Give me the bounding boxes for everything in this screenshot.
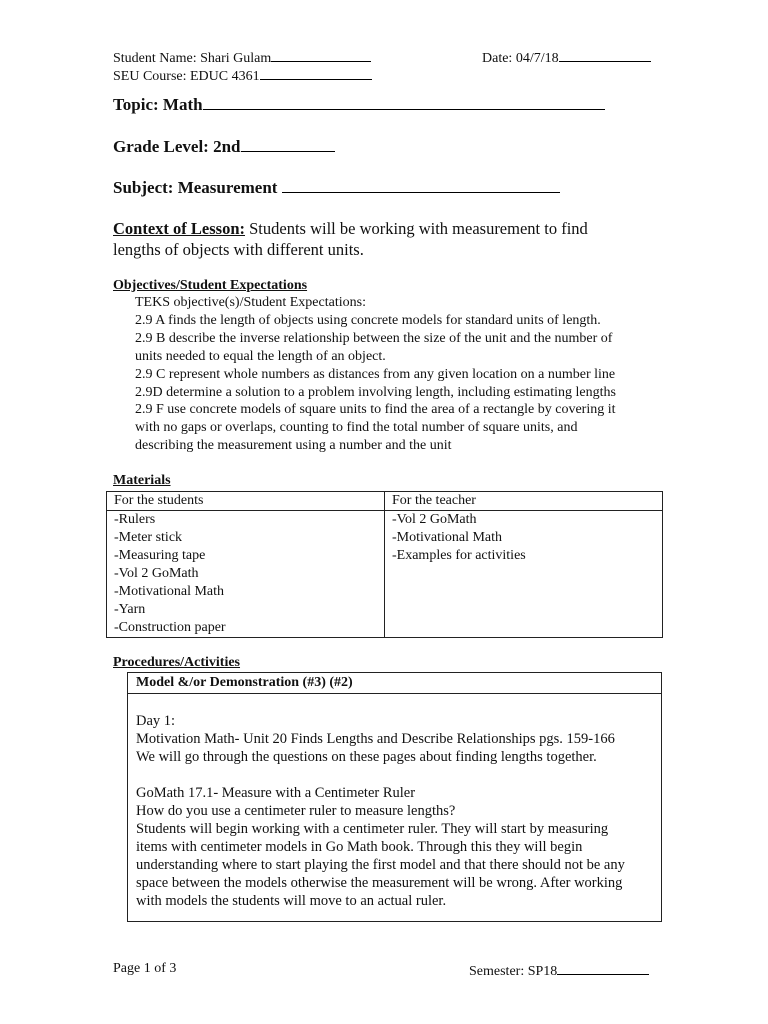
procedures-body xyxy=(128,694,661,910)
grade-level: Grade Level: 2nd xyxy=(113,137,241,156)
material-item: -Measuring tape xyxy=(114,548,206,563)
material-item: -Vol 2 GoMath xyxy=(114,566,199,581)
blank-line xyxy=(260,65,372,80)
procedure-line: items with centimeter models in Go Math book. Through this they will begin xyxy=(136,839,583,855)
subject-line xyxy=(113,177,560,198)
material-item: -Motivational Math xyxy=(392,530,503,545)
context-label: Context of Lesson: xyxy=(113,219,245,238)
context-of-lesson xyxy=(113,218,588,260)
material-item: -Meter stick xyxy=(114,530,183,545)
teacher-materials-cell xyxy=(385,511,663,638)
course: SEU Course: EDUC 4361 xyxy=(113,69,260,84)
objective-line: 2.9 C represent whole numbers as distances from any given location on a number line xyxy=(135,366,616,382)
semester: Semester: SP18 xyxy=(469,964,558,979)
material-item: -Construction paper xyxy=(114,620,226,635)
objective-line: TEKS objective(s)/Student Expectations: xyxy=(135,295,366,310)
objective-line: 2.9 A finds the length of objects using concrete models for standard units of length. xyxy=(135,312,601,328)
blank-line xyxy=(282,177,560,193)
objectives-list xyxy=(135,294,655,455)
blank-line xyxy=(559,47,651,62)
materials-table xyxy=(106,491,663,638)
procedure-line: Motivation Math- Unit 20 Finds Lengths and Describe Relationships pgs. 159-166 xyxy=(136,731,615,747)
blank-line xyxy=(557,960,649,975)
context-text-2: lengths of objects with different units. xyxy=(113,240,364,259)
subject: Subject: Measurement xyxy=(113,178,278,197)
date: Date: 04/7/18 xyxy=(482,51,559,66)
students-column-header: For the students xyxy=(107,492,385,511)
procedure-line: space between the models otherwise the measurement will be wrong. After working xyxy=(136,875,623,891)
objective-line: 2.9 B describe the inverse relationship between the size of the unit and the number of xyxy=(135,330,613,346)
topic: Topic: Math xyxy=(113,95,203,114)
procedure-line: GoMath 17.1- Measure with a Centimeter Ruler xyxy=(136,785,416,801)
materials-heading: Materials xyxy=(113,473,171,488)
material-item: -Yarn xyxy=(114,602,146,617)
material-item: -Motivational Math xyxy=(114,584,225,599)
procedure-line: understanding where to start playing the first model and that there should not be any xyxy=(136,857,625,873)
semester-line xyxy=(469,960,649,981)
teacher-column-header: For the teacher xyxy=(385,492,663,511)
topic-line xyxy=(113,94,605,115)
date-line xyxy=(482,47,651,68)
procedures-box xyxy=(127,672,662,922)
objective-line: describing the measurement using a number and the unit xyxy=(135,438,452,454)
procedure-line: Students will begin working with a centimeter ruler. They will start by measuring xyxy=(136,821,609,837)
blank-line xyxy=(203,94,605,110)
course-line xyxy=(113,65,372,86)
grade-level-line xyxy=(113,136,335,157)
objective-line: units needed to equal the length of an object. xyxy=(135,348,386,364)
blank-line xyxy=(271,47,371,62)
blank-line xyxy=(241,136,335,152)
page-number: Page 1 of 3 xyxy=(113,961,177,976)
procedure-line: with models the students will move to an actual ruler. xyxy=(136,893,447,909)
material-item: -Examples for activities xyxy=(392,548,526,563)
day-label: Day 1: xyxy=(136,713,176,729)
objective-line: 2.9D determine a solution to a problem involving length, including estimating lengths xyxy=(135,384,616,400)
objective-line: with no gaps or overlaps, counting to find the total number of square units, and xyxy=(135,420,578,436)
procedures-heading: Procedures/Activities xyxy=(113,655,241,670)
students-materials-cell xyxy=(107,511,385,638)
procedure-line: We will go through the questions on these pages about finding lengths together. xyxy=(136,749,597,765)
procedures-box-title: Model &/or Demonstration (#3) (#2) xyxy=(128,673,661,694)
objectives-heading: Objectives/Student Expectations xyxy=(113,278,308,293)
procedure-line: How do you use a centimeter ruler to measure lengths? xyxy=(136,803,456,819)
context-text-1: Students will be working with measurement to find xyxy=(245,219,588,238)
student-name: Student Name: Shari Gulam xyxy=(113,51,272,66)
material-item: -Vol 2 GoMath xyxy=(392,512,477,527)
material-item: -Rulers xyxy=(114,512,156,527)
objective-line: 2.9 F use concrete models of square units to find the area of a rectangle by covering it xyxy=(135,402,616,418)
